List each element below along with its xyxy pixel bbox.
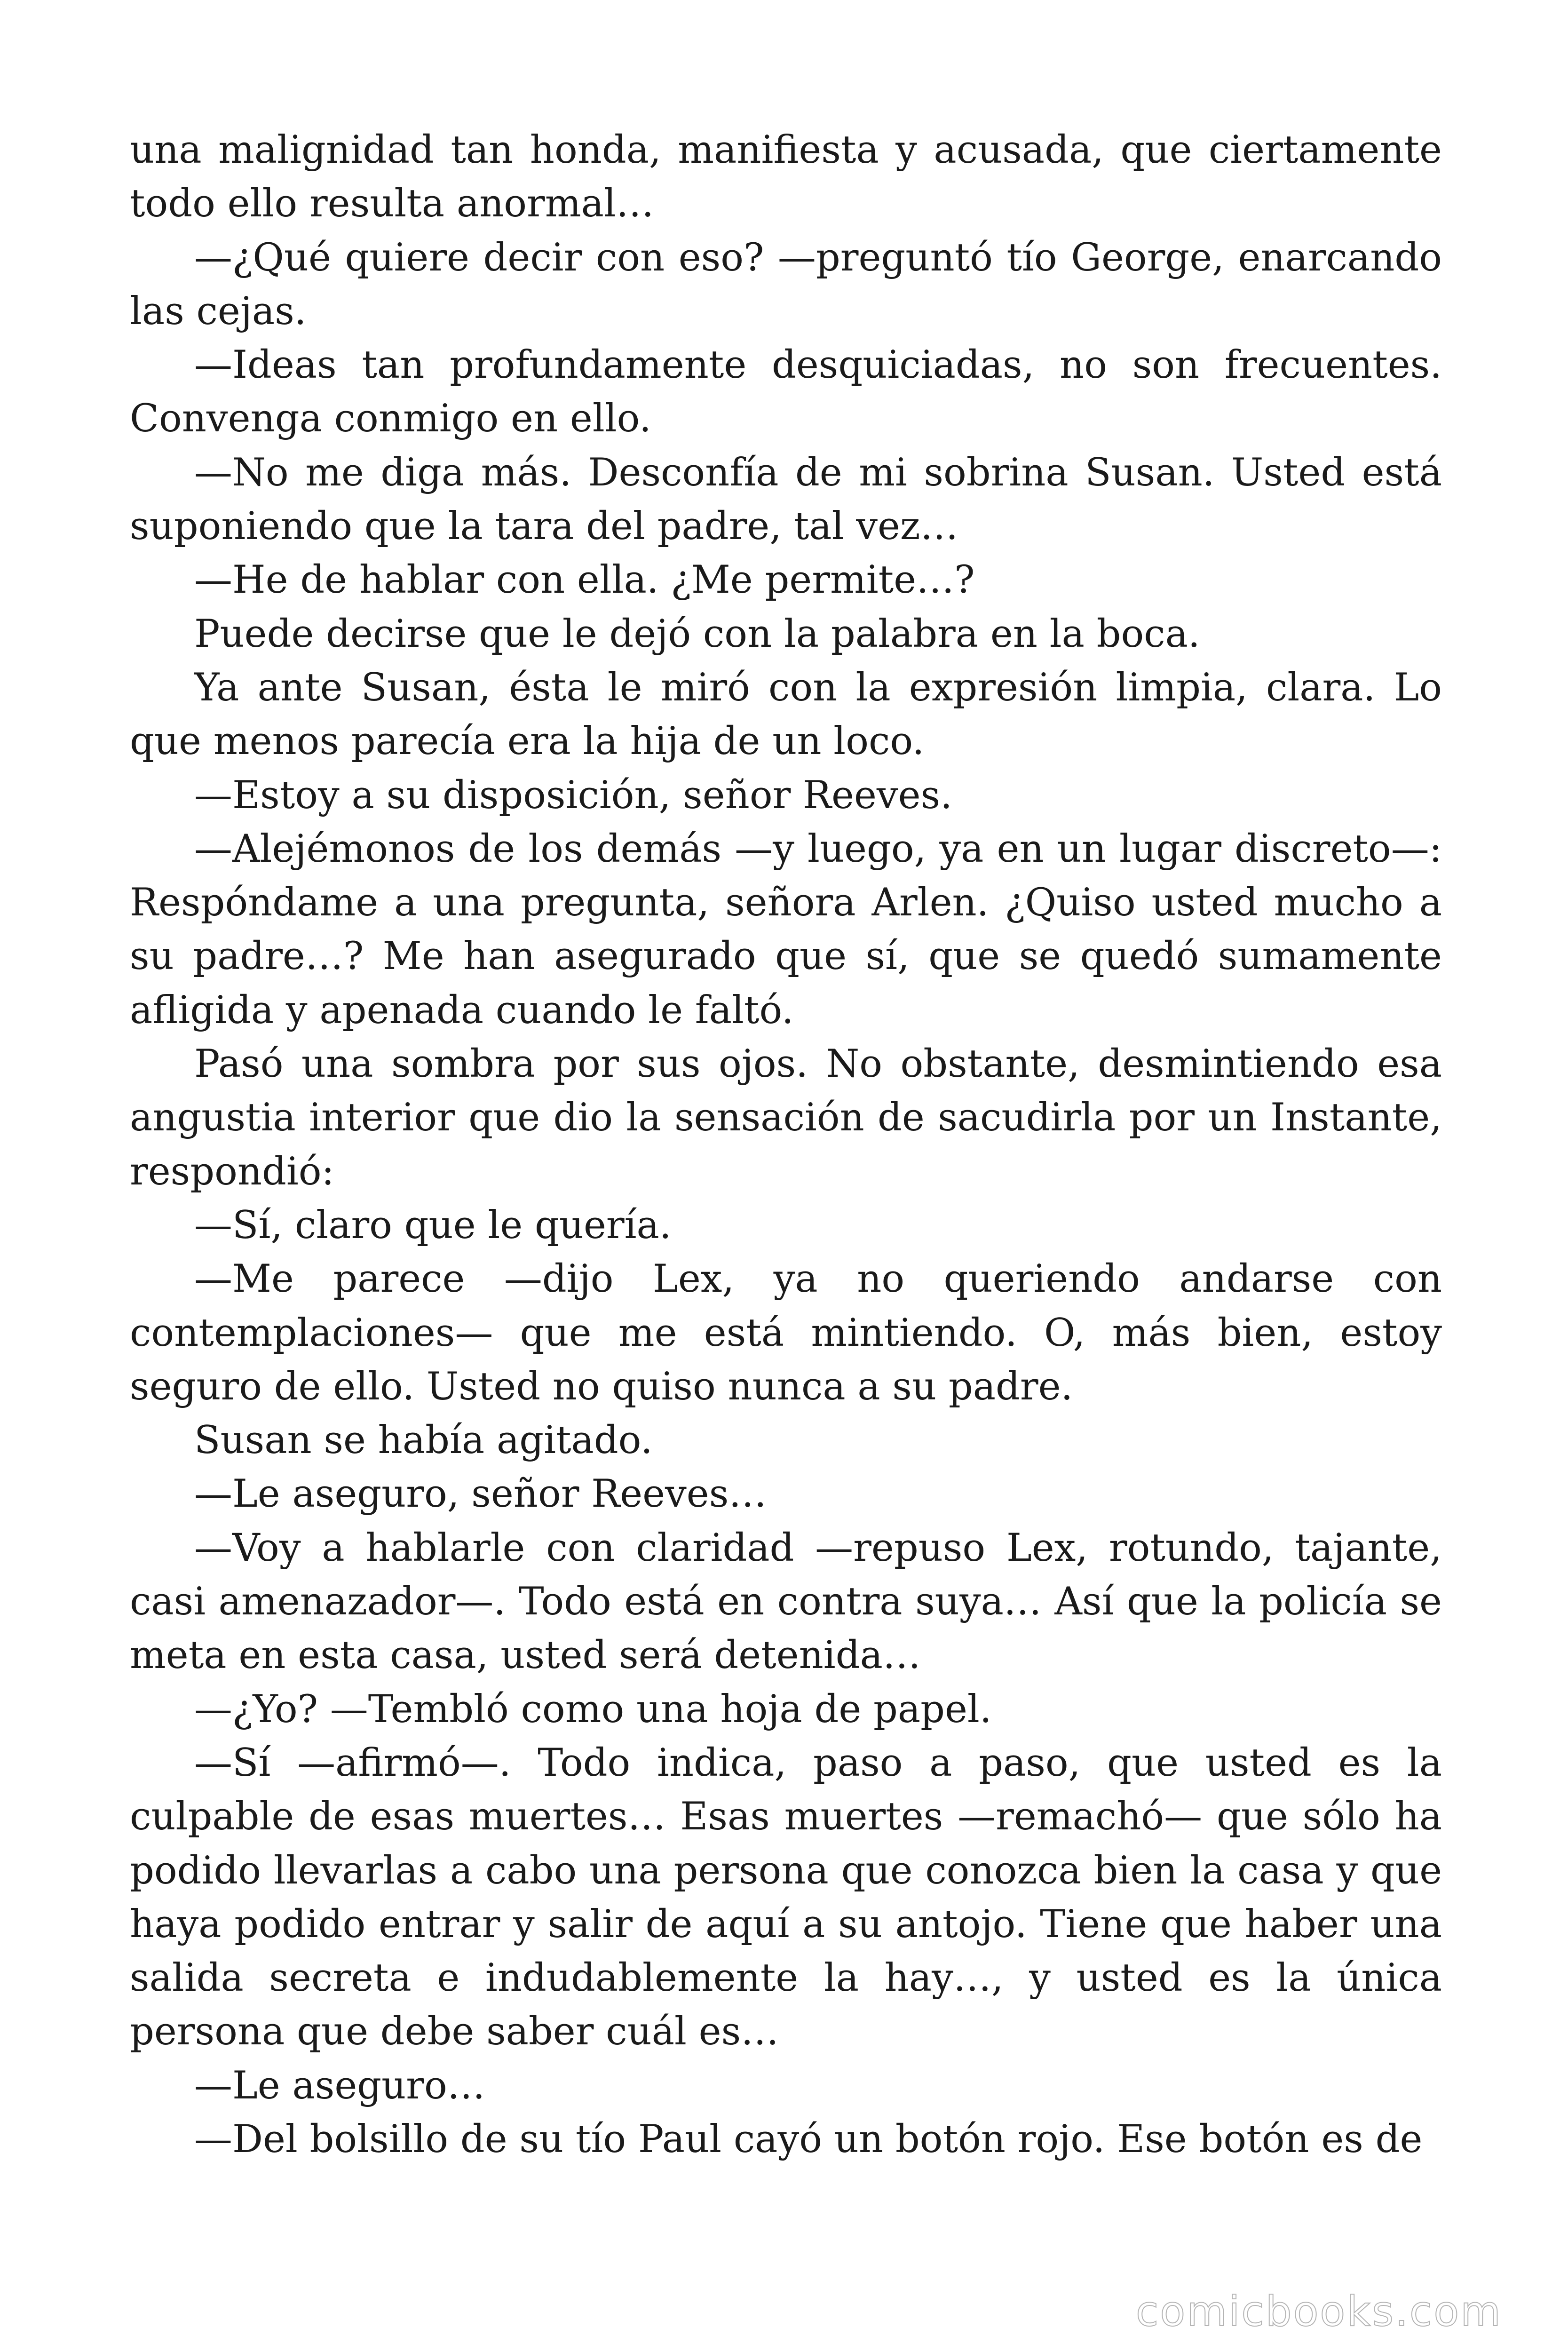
paragraph: —Sí, claro que le quería.: [194, 1203, 672, 1248]
paragraph: —¿Qué quiere decir con eso? —preguntó tío George, enarcando las cejas.: [130, 235, 1442, 334]
paragraph: —Le aseguro, señor Reeves…: [194, 1472, 767, 1517]
paragraph-continuation: una malignidad tan honda, manifiesta y acusada, que ciertamente todo ello resulta anormal…: [130, 128, 1442, 226]
paragraph: —Me parece —dijo Lex, ya no queriendo andarse con contemplaciones— que me está mintiendo. O, más bien, estoy seguro de ello. Usted no quiso nunca a su padre.: [130, 1257, 1442, 1409]
paragraph: —No me diga más. Desconfía de mi sobrina Susan. Usted está suponiendo que la tara del padre, tal vez…: [130, 450, 1442, 549]
paragraph: Pasó una sombra por sus ojos. No obstante, desmintiendo esa angustia interior que dio la sensación de sacudirla por un Instante, respondió:: [130, 1042, 1442, 1194]
paragraph: —Del bolsillo de su tío Paul cayó un botón rojo. Ese botón es de: [194, 2117, 1423, 2161]
paragraph: —Voy a hablarle con claridad —repuso Lex, rotundo, tajante, casi amenazador—. Todo está en contra suya… Así que la policía se meta en esta casa, usted será detenida…: [130, 1526, 1442, 1678]
paragraph: —Alejémonos de los demás —y luego, ya en un lugar discreto—: Respóndame a una pregunta, señora Arlen. ¿Quiso usted mucho a su padre…? Me han asegurado que sí, que se quedó sumamente afligida y apenada cuando le faltó.: [130, 826, 1442, 1033]
paragraph: Puede decirse que le dejó con la palabra en la boca.: [194, 612, 1200, 656]
page-text: [130, 123, 1442, 2166]
paragraph: —Estoy a su disposición, señor Reeves.: [194, 773, 952, 818]
paragraph: Ya ante Susan, ésta le miró con la expresión limpia, clara. Lo que menos parecía era la hija de un loco.: [130, 665, 1442, 764]
paragraph: —Le aseguro…: [194, 2063, 485, 2108]
paragraph: —Sí —afirmó—. Todo indica, paso a paso, que usted es la culpable de esas muertes… Esas muertes —remachó— que sólo ha podido llevarlas a cabo una persona que conozca bien la casa y que haya podido entrar y salir de aquí a su antojo. Tiene que haber una salida secreta e indudablemente la hay…, y usted es la única persona que debe saber cuál es…: [130, 1740, 1442, 2054]
paragraph: Susan se había agitado.: [194, 1418, 653, 1463]
watermark: comicbooks.com: [1135, 2287, 1502, 2336]
paragraph: —He de hablar con ella. ¿Me permite…?: [194, 558, 975, 603]
paragraph: —Ideas tan profundamente desquiciadas, no son frecuentes. Convenga conmigo en ello.: [130, 343, 1442, 441]
paragraph: —¿Yo? —Tembló como una hoja de papel.: [194, 1687, 992, 1732]
